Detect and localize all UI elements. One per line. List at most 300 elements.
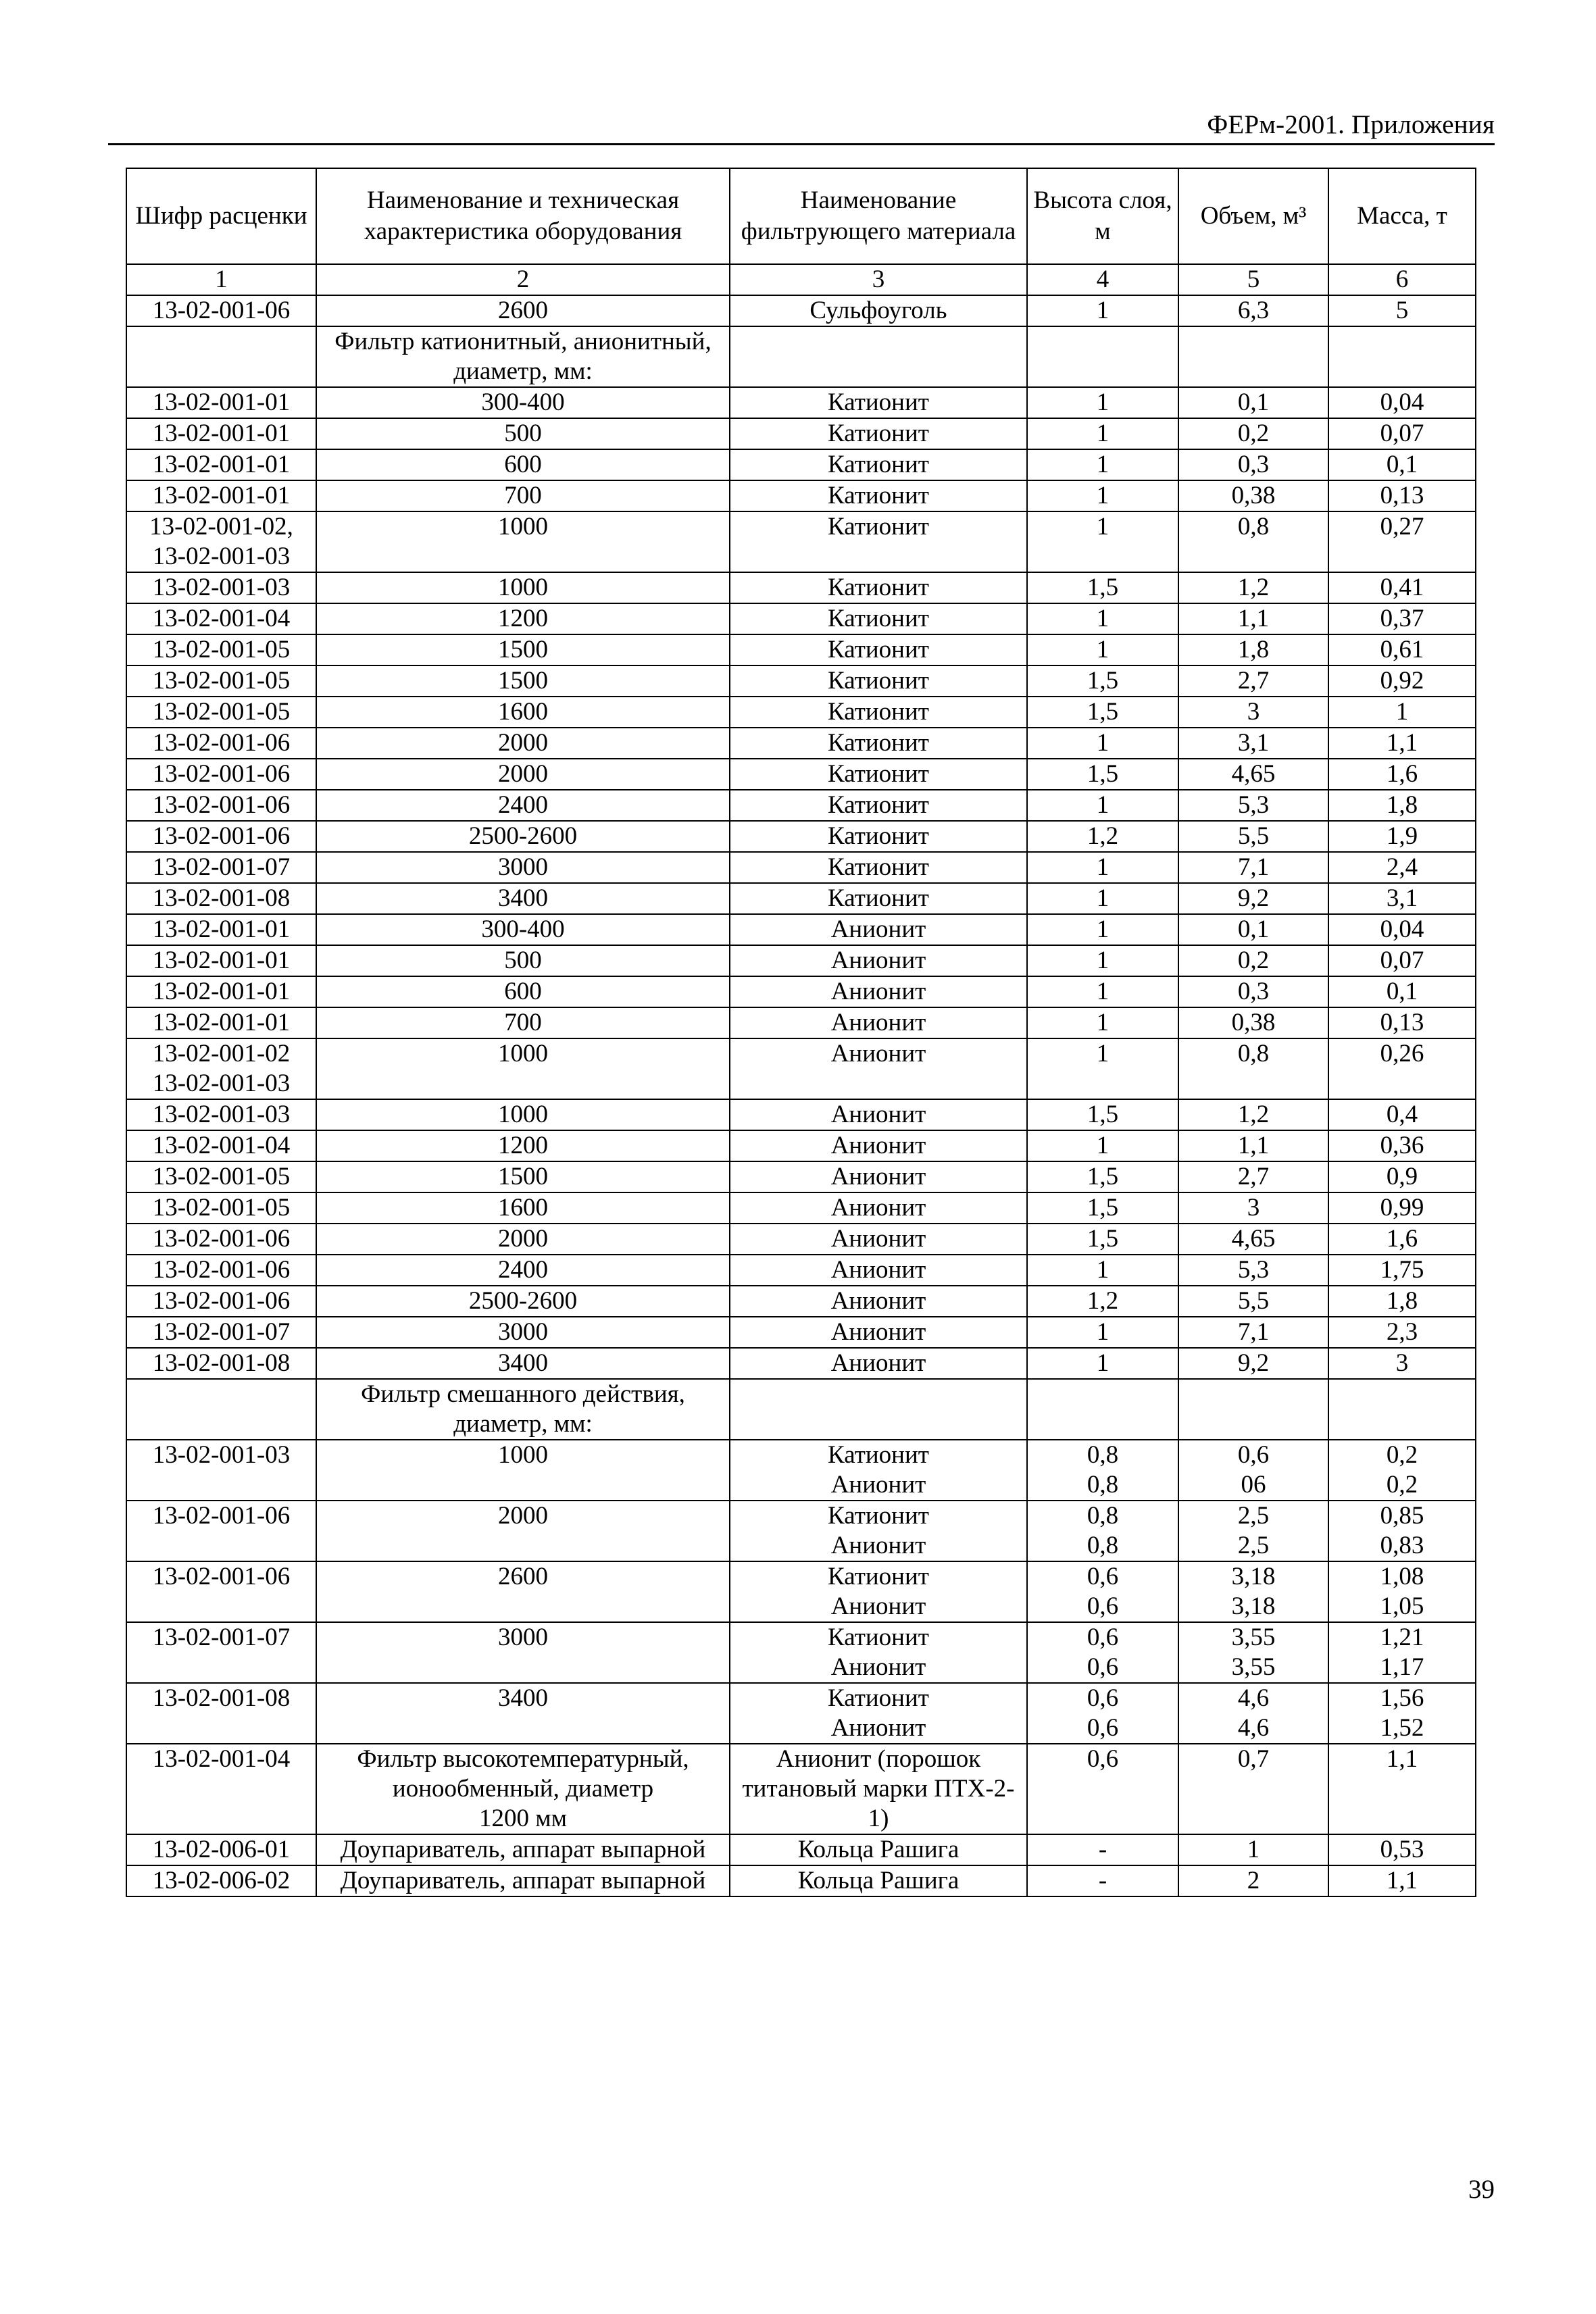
cell-volume: 0,3 (1178, 449, 1328, 480)
cell-code: 13-02-001-05 (126, 1192, 316, 1224)
cell-code: 13-02-001-04 (126, 1130, 316, 1161)
cell-height (1027, 326, 1178, 387)
cell-mass: 1,8 (1328, 1286, 1476, 1317)
cell-code: 13-02-001-06 (126, 1224, 316, 1255)
cell-line: Катионит (828, 1563, 929, 1590)
cell-material: Анионит (730, 1286, 1027, 1317)
table-row (126, 449, 1476, 480)
table-row (126, 572, 1476, 603)
cell-height: 1 (1027, 511, 1178, 572)
cell-mass: 0,61 (1328, 634, 1476, 665)
cell-line: 4,6 (1237, 1714, 1270, 1742)
cell-material: Анионит (730, 1192, 1027, 1224)
cell-height: 1 (1027, 1038, 1178, 1099)
cell-line: Фильтр высокотемпературный, ионообменный, диаметр (357, 1745, 689, 1803)
cell-volume: 0,7 (1178, 1744, 1328, 1834)
cell-volume: 5,5 (1178, 1286, 1328, 1317)
cell-line: Анионит (830, 1532, 926, 1559)
cell-mass: 1,6 (1328, 1224, 1476, 1255)
table-row (126, 1622, 1476, 1683)
cell-line: 1200 мм (478, 1805, 568, 1832)
cell-code (126, 326, 316, 387)
table-row (126, 511, 1476, 572)
cell-material: Катионит (730, 418, 1027, 449)
column-number: 6 (1328, 264, 1476, 295)
cell-mass: 3 (1328, 1348, 1476, 1379)
cell-mass: 1,75 (1328, 1255, 1476, 1286)
cell-height: 1 (1027, 914, 1178, 945)
cell-mass (1328, 1440, 1476, 1501)
cell-code (126, 1038, 316, 1099)
cell-code: 13-02-001-01 (126, 480, 316, 511)
cell-mass: 1,9 (1328, 821, 1476, 852)
cell-volume: 6,3 (1178, 295, 1328, 326)
cell-material: Катионит (730, 572, 1027, 603)
cell-height: 1,2 (1027, 1286, 1178, 1317)
cell-height: 1 (1027, 480, 1178, 511)
cell-equipment: 2000 (316, 728, 730, 759)
cell-material (730, 1440, 1027, 1501)
cell-material: Катионит (730, 697, 1027, 728)
cell-material: Анионит (730, 1255, 1027, 1286)
cell-line: 13-02-001-03 (152, 1070, 291, 1097)
cell-height: 1 (1027, 728, 1178, 759)
cell-equipment: 600 (316, 449, 730, 480)
cell-height (1027, 1440, 1178, 1501)
cell-line: 3,55 (1231, 1653, 1276, 1681)
header-filter-material: Наименование фильтрующего материала (730, 168, 1027, 264)
cell-height: 1 (1027, 295, 1178, 326)
cell-line: 06 (1241, 1471, 1266, 1499)
cell-line: Катионит (828, 1441, 929, 1469)
cell-volume: 1,2 (1178, 1099, 1328, 1130)
cell-material: Катионит (730, 634, 1027, 665)
cell-mass: 0,92 (1328, 665, 1476, 697)
cell-code: 13-02-001-08 (126, 1348, 316, 1379)
cell-material: Анионит (730, 1038, 1027, 1099)
cell-line: 2,5 (1237, 1532, 1270, 1559)
cell-line: 1,17 (1380, 1653, 1424, 1681)
cell-height: 0,6 (1027, 1744, 1178, 1834)
cell-volume: 9,2 (1178, 883, 1328, 914)
cell-material (730, 1501, 1027, 1561)
cell-height: 1,5 (1027, 1161, 1178, 1192)
cell-mass: 0,37 (1328, 603, 1476, 634)
table-row (126, 1161, 1476, 1192)
cell-mass: 1,1 (1328, 1865, 1476, 1896)
cell-material: Сульфоуголь (730, 295, 1027, 326)
cell-height: 1 (1027, 883, 1178, 914)
table-row (126, 1130, 1476, 1161)
cell-equipment: 1600 (316, 1192, 730, 1224)
cell-material: Катионит (730, 511, 1027, 572)
table-row (126, 790, 1476, 821)
cell-line: 0,8 (1087, 1532, 1119, 1559)
header-rule (108, 143, 1495, 145)
cell-equipment: 1000 (316, 1440, 730, 1501)
cell-mass: 0,36 (1328, 1130, 1476, 1161)
cell-code: 13-02-001-06 (126, 1255, 316, 1286)
cell-volume: 0,3 (1178, 976, 1328, 1007)
cell-volume: 2,7 (1178, 1161, 1328, 1192)
table-row (126, 1007, 1476, 1038)
cell-equipment: 2000 (316, 759, 730, 790)
cell-line: 4,6 (1237, 1684, 1270, 1712)
header-equipment: Наименование и техническая характеристика оборудования (316, 168, 730, 264)
cell-height: 1 (1027, 603, 1178, 634)
cell-mass: 0,9 (1328, 1161, 1476, 1192)
cell-material: Анионит (730, 1161, 1027, 1192)
cell-volume: 1,1 (1178, 1130, 1328, 1161)
cell-mass: 0,27 (1328, 511, 1476, 572)
cell-volume (1178, 1561, 1328, 1622)
cell-height: 1 (1027, 634, 1178, 665)
cell-equipment: 1000 (316, 572, 730, 603)
table-row (126, 1317, 1476, 1348)
cell-volume: 0,2 (1178, 418, 1328, 449)
cell-equipment: 300-400 (316, 914, 730, 945)
table-row (126, 326, 1476, 387)
table-row (126, 976, 1476, 1007)
cell-code: 13-02-001-05 (126, 665, 316, 697)
cell-volume: 3,1 (1178, 728, 1328, 759)
cell-line: 0,8 (1087, 1502, 1119, 1530)
cell-line: 0,8 (1087, 1441, 1119, 1469)
cell-equipment: 700 (316, 1007, 730, 1038)
cell-code: 13-02-001-03 (126, 1099, 316, 1130)
cell-height: 1 (1027, 1130, 1178, 1161)
cell-equipment: 500 (316, 945, 730, 976)
cell-line: 1,52 (1380, 1714, 1424, 1742)
cell-code: 13-02-001-01 (126, 418, 316, 449)
cell-height: 1 (1027, 387, 1178, 418)
cell-volume: 4,65 (1178, 759, 1328, 790)
cell-code: 13-02-001-07 (126, 1622, 316, 1683)
cell-equipment: Фильтр смешанного действия, диаметр, мм: (316, 1379, 730, 1440)
cell-material: Катионит (730, 728, 1027, 759)
cell-equipment: 1500 (316, 1161, 730, 1192)
cell-material: Анионит (730, 1224, 1027, 1255)
table-header-row (126, 168, 1476, 264)
cell-equipment: 2600 (316, 1561, 730, 1622)
cell-equipment: 1200 (316, 603, 730, 634)
cell-height (1027, 1379, 1178, 1440)
cell-material: Катионит (730, 665, 1027, 697)
cell-height: 1 (1027, 418, 1178, 449)
cell-height (1027, 1501, 1178, 1561)
cell-equipment: 600 (316, 976, 730, 1007)
cell-equipment: 2000 (316, 1501, 730, 1561)
cell-line: 0,6 (1087, 1592, 1119, 1620)
cell-volume: 1,8 (1178, 634, 1328, 665)
header-layer-height: Высота слоя, м (1027, 168, 1178, 264)
cell-volume: 4,65 (1178, 1224, 1328, 1255)
cell-code: 13-02-001-06 (126, 728, 316, 759)
cell-equipment: 1000 (316, 1038, 730, 1099)
cell-code: 13-02-001-07 (126, 852, 316, 883)
cell-mass: 1,1 (1328, 728, 1476, 759)
cell-volume (1178, 326, 1328, 387)
cell-line: Анионит (830, 1471, 926, 1499)
cell-height: 1 (1027, 1255, 1178, 1286)
cell-material: Анионит (730, 945, 1027, 976)
cell-line: 0,6 (1087, 1714, 1119, 1742)
table-row (126, 1379, 1476, 1440)
cell-volume: 1,1 (1178, 603, 1328, 634)
cell-material: Кольца Рашига (730, 1865, 1027, 1896)
cell-material: Катионит (730, 883, 1027, 914)
cell-line: Катионит (828, 1502, 929, 1530)
cell-volume: 1 (1178, 1834, 1328, 1865)
cell-volume: 0,38 (1178, 480, 1328, 511)
cell-code: 13-02-001-01 (126, 449, 316, 480)
cell-mass: 0,4 (1328, 1099, 1476, 1130)
cell-material: Анионит (730, 1007, 1027, 1038)
cell-volume: 2 (1178, 1865, 1328, 1896)
table-row (126, 1224, 1476, 1255)
cell-material: Катионит (730, 387, 1027, 418)
cell-equipment: 3400 (316, 883, 730, 914)
cell-height: 1 (1027, 449, 1178, 480)
cell-height: 1 (1027, 1348, 1178, 1379)
cell-mass (1328, 1683, 1476, 1744)
cell-height: 1 (1027, 1007, 1178, 1038)
cell-line: 1,21 (1380, 1624, 1424, 1651)
cell-material (730, 326, 1027, 387)
cell-mass: 0,99 (1328, 1192, 1476, 1224)
cell-material: Анионит (730, 1317, 1027, 1348)
cell-code: 13-02-001-08 (126, 1683, 316, 1744)
cell-code: 13-02-001-06 (126, 1561, 316, 1622)
cell-mass: 1,6 (1328, 759, 1476, 790)
cell-code: 13-02-001-08 (126, 883, 316, 914)
cell-code: 13-02-001-04 (126, 603, 316, 634)
table-row (126, 1192, 1476, 1224)
cell-height: 1 (1027, 852, 1178, 883)
cell-code (126, 511, 316, 572)
cell-material: Анионит (730, 1348, 1027, 1379)
cell-mass: 2,4 (1328, 852, 1476, 883)
cell-line: 0,2 (1386, 1471, 1418, 1499)
cell-material (730, 1622, 1027, 1683)
cell-mass: 2,3 (1328, 1317, 1476, 1348)
cell-material: Анионит (730, 1099, 1027, 1130)
cell-mass: 0,04 (1328, 914, 1476, 945)
cell-material: Кольца Рашига (730, 1834, 1027, 1865)
cell-line: Анионит (830, 1653, 926, 1681)
cell-mass (1328, 1622, 1476, 1683)
cell-mass (1328, 326, 1476, 387)
cell-mass: 0,53 (1328, 1834, 1476, 1865)
cell-equipment: 1200 (316, 1130, 730, 1161)
cell-mass (1328, 1501, 1476, 1561)
cell-code: 13-02-001-01 (126, 914, 316, 945)
cell-equipment: 2600 (316, 295, 730, 326)
cell-material (730, 1683, 1027, 1744)
cell-mass: 0,1 (1328, 449, 1476, 480)
cell-mass: 1,1 (1328, 1744, 1476, 1834)
table-row (126, 634, 1476, 665)
cell-line: 0,6 (1237, 1441, 1270, 1469)
cell-equipment: 1000 (316, 511, 730, 572)
column-number-row (126, 264, 1476, 295)
header-mass: Масса, т (1328, 168, 1476, 264)
cell-line: Анионит (830, 1592, 926, 1620)
table-row (126, 1834, 1476, 1865)
table-row (126, 480, 1476, 511)
cell-equipment: 2500-2600 (316, 821, 730, 852)
cell-code: 13-02-001-05 (126, 697, 316, 728)
table-body (126, 295, 1476, 1896)
cell-line: 3,18 (1231, 1592, 1276, 1620)
table-row (126, 603, 1476, 634)
cell-mass: 0,13 (1328, 480, 1476, 511)
cell-volume (1178, 1440, 1328, 1501)
cell-material: Катионит (730, 449, 1027, 480)
cell-equipment: 3400 (316, 1348, 730, 1379)
cell-volume: 2,7 (1178, 665, 1328, 697)
table-row (126, 1683, 1476, 1744)
cell-mass: 0,07 (1328, 945, 1476, 976)
cell-code: 13-02-001-01 (126, 1007, 316, 1038)
table-row (126, 1099, 1476, 1130)
cell-code: 13-02-001-06 (126, 790, 316, 821)
cell-line: Катионит (828, 1624, 929, 1651)
cell-height: 1 (1027, 790, 1178, 821)
cell-material: Катионит (730, 821, 1027, 852)
table-row (126, 1561, 1476, 1622)
column-number: 4 (1027, 264, 1178, 295)
cell-height: 1 (1027, 1317, 1178, 1348)
cell-material (730, 1379, 1027, 1440)
cell-code: 13-02-001-06 (126, 759, 316, 790)
cell-code: 13-02-006-02 (126, 1865, 316, 1896)
cell-volume: 7,1 (1178, 852, 1328, 883)
cell-line: 3,55 (1231, 1624, 1276, 1651)
cell-mass: 1,8 (1328, 790, 1476, 821)
cell-height: 1,2 (1027, 821, 1178, 852)
cell-line: 0,6 (1087, 1624, 1119, 1651)
cell-volume: 3 (1178, 697, 1328, 728)
cell-code: 13-02-001-01 (126, 387, 316, 418)
cell-line: 2,5 (1237, 1502, 1270, 1530)
cell-equipment: 1500 (316, 665, 730, 697)
table-row (126, 821, 1476, 852)
cell-volume: 0,8 (1178, 1038, 1328, 1099)
cell-height (1027, 1683, 1178, 1744)
table-row (126, 1501, 1476, 1561)
cell-volume: 7,1 (1178, 1317, 1328, 1348)
cell-equipment: 1000 (316, 1099, 730, 1130)
cell-code: 13-02-001-05 (126, 1161, 316, 1192)
cell-height: - (1027, 1834, 1178, 1865)
cell-equipment: 300-400 (316, 387, 730, 418)
cell-volume (1178, 1501, 1328, 1561)
cell-line: 0,6 (1087, 1563, 1119, 1590)
cell-equipment: 2500-2600 (316, 1286, 730, 1317)
cell-line: 13-02-001-02 (152, 1040, 291, 1067)
cell-equipment: 2000 (316, 1224, 730, 1255)
cell-height (1027, 1561, 1178, 1622)
cell-mass: 3,1 (1328, 883, 1476, 914)
cell-code: 13-02-006-01 (126, 1834, 316, 1865)
table-row (126, 1348, 1476, 1379)
cell-mass: 0,41 (1328, 572, 1476, 603)
column-number: 3 (730, 264, 1027, 295)
cell-height: 1,5 (1027, 1099, 1178, 1130)
cell-equipment: 3400 (316, 1683, 730, 1744)
cell-volume: 0,38 (1178, 1007, 1328, 1038)
cell-equipment: 1600 (316, 697, 730, 728)
cell-volume: 5,3 (1178, 790, 1328, 821)
cell-height: 1,5 (1027, 759, 1178, 790)
cell-volume: 0,8 (1178, 511, 1328, 572)
running-header: ФЕРм-2001. Приложения (1207, 110, 1495, 139)
table-row (126, 728, 1476, 759)
table-row (126, 1255, 1476, 1286)
table-row (126, 387, 1476, 418)
cell-volume (1178, 1683, 1328, 1744)
cell-line: 0,6 (1087, 1684, 1119, 1712)
table-row (126, 945, 1476, 976)
table-row (126, 418, 1476, 449)
cell-volume: 0,1 (1178, 914, 1328, 945)
table-row (126, 852, 1476, 883)
cell-mass: 0,26 (1328, 1038, 1476, 1099)
page-number: 39 (1468, 2175, 1495, 2204)
cell-height: - (1027, 1865, 1178, 1896)
cell-mass: 0,13 (1328, 1007, 1476, 1038)
table-row (126, 697, 1476, 728)
cell-volume: 3 (1178, 1192, 1328, 1224)
cell-mass: 5 (1328, 295, 1476, 326)
cell-height: 1,5 (1027, 1192, 1178, 1224)
cell-code: 13-02-001-05 (126, 634, 316, 665)
table-row (126, 1038, 1476, 1099)
cell-code: 13-02-001-06 (126, 1501, 316, 1561)
cell-code (126, 1379, 316, 1440)
cell-equipment: Доупариватель, аппарат выпарной (316, 1834, 730, 1865)
cell-line: 1,05 (1380, 1592, 1424, 1620)
cell-equipment: 2400 (316, 790, 730, 821)
cell-line: 0,6 (1087, 1653, 1119, 1681)
cell-volume (1178, 1379, 1328, 1440)
cell-material: Катионит (730, 480, 1027, 511)
column-number: 1 (126, 264, 316, 295)
cell-volume: 0,1 (1178, 387, 1328, 418)
cell-mass (1328, 1561, 1476, 1622)
cell-line: 0,83 (1380, 1532, 1424, 1559)
cell-line: 3,18 (1231, 1563, 1276, 1590)
cell-material: Катионит (730, 759, 1027, 790)
table-row (126, 1744, 1476, 1834)
cell-height (1027, 1622, 1178, 1683)
cell-volume: 1,2 (1178, 572, 1328, 603)
cell-mass: 0,1 (1328, 976, 1476, 1007)
cell-volume: 5,5 (1178, 821, 1328, 852)
table-row (126, 1440, 1476, 1501)
cell-volume: 9,2 (1178, 1348, 1328, 1379)
cell-equipment: Доупариватель, аппарат выпарной (316, 1865, 730, 1896)
cell-height: 1,5 (1027, 697, 1178, 728)
cell-material (730, 1561, 1027, 1622)
cell-mass: 1 (1328, 697, 1476, 728)
cell-equipment: 2400 (316, 1255, 730, 1286)
cell-code: 13-02-001-01 (126, 976, 316, 1007)
table-row (126, 1286, 1476, 1317)
cell-mass: 0,07 (1328, 418, 1476, 449)
cell-volume (1178, 1622, 1328, 1683)
